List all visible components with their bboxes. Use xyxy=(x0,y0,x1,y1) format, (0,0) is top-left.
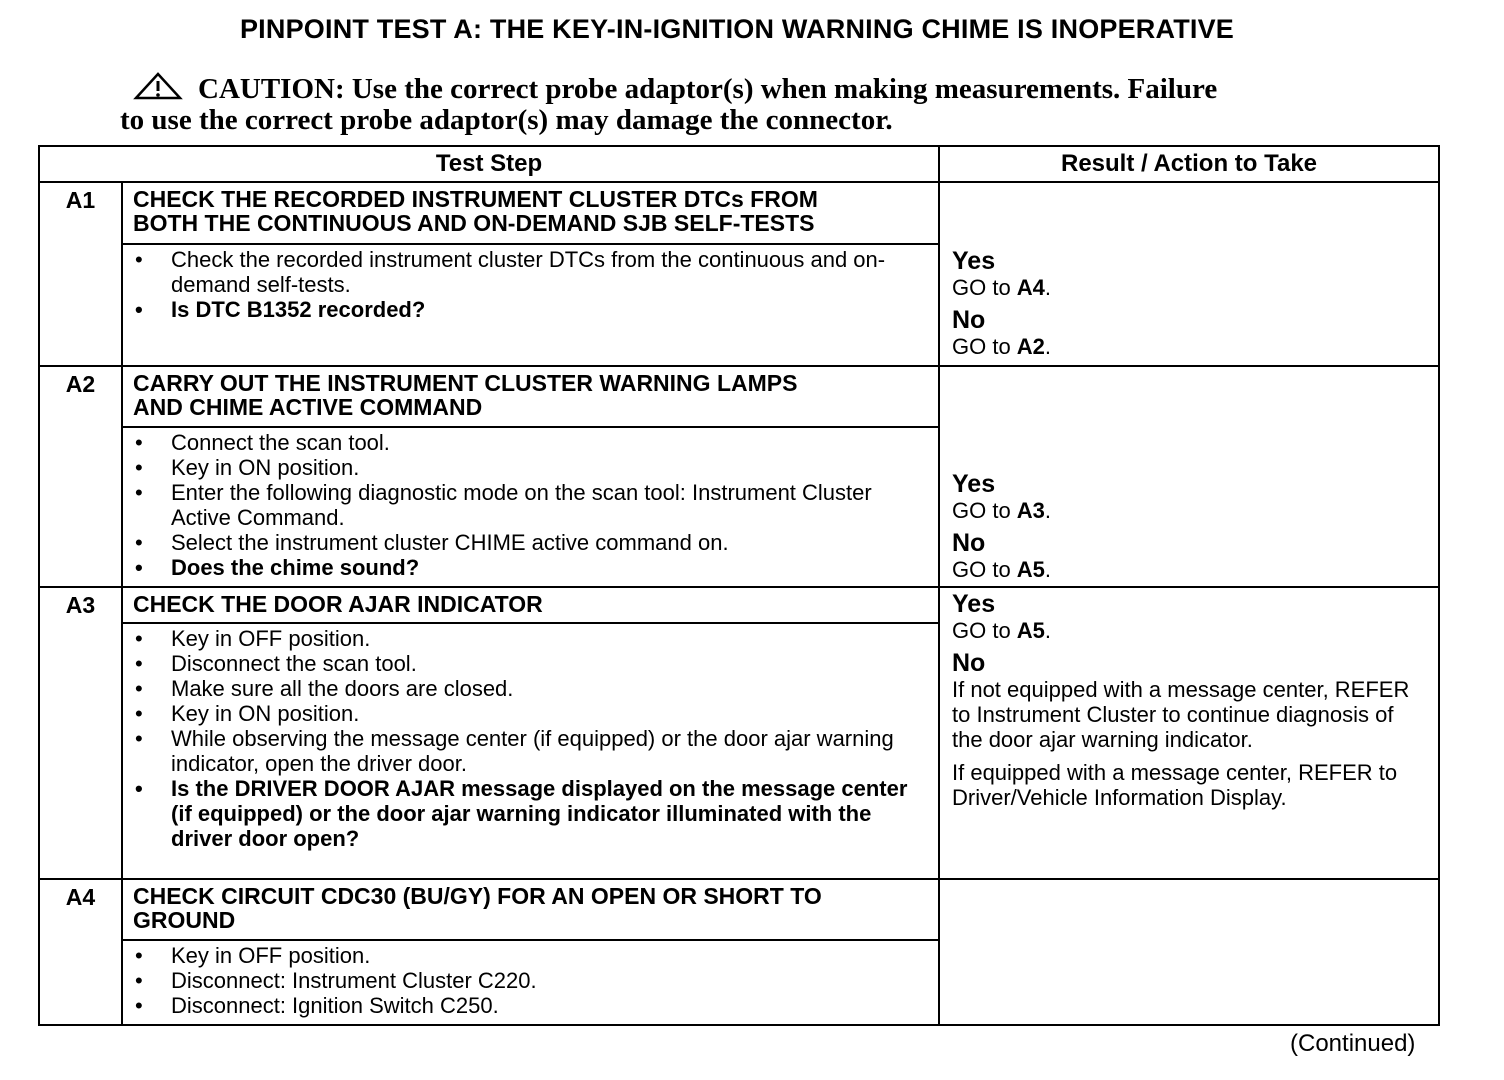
list-item: • Enter the following diagnostic mode on the scan tool: Instrument Cluster Active Command. xyxy=(133,480,928,530)
step-question: • Is the DRIVER DOOR AJAR message displayed on the message center (if equipped) or the door ajar warning indicator illuminated with the driver door open? xyxy=(133,776,928,851)
pinpoint-test-table xyxy=(38,145,1440,1026)
step-question: • Is DTC B1352 recorded? xyxy=(133,297,928,322)
list-item: • Key in ON position. xyxy=(133,455,928,480)
goto-target: A4 xyxy=(1016,275,1045,300)
step-question: • Does the chime sound? xyxy=(133,555,928,580)
col-test-step: Test Step xyxy=(39,146,939,182)
step-result xyxy=(939,879,1439,1025)
goto-prefix: GO to xyxy=(952,618,1017,643)
step-a3-heading-row xyxy=(39,587,1439,623)
step-heading-line: BOTH THE CONTINUOUS AND ON-DEMAND SJB SELF-TESTS xyxy=(133,210,815,236)
step-a1-heading-row xyxy=(39,182,1439,244)
list-item: • Disconnect: Instrument Cluster C220. xyxy=(133,968,928,993)
list-item: • Key in ON position. xyxy=(133,701,928,726)
list-item: • While observing the message center (if equipped) or the door ajar warning indicator, open the driver door. xyxy=(133,726,928,776)
step-heading-line: CHECK THE RECORDED INSTRUMENT CLUSTER DTCs FROM xyxy=(133,186,818,212)
step-result xyxy=(939,587,1439,879)
list-item: • Key in OFF position. xyxy=(133,626,928,651)
goto-target: A3 xyxy=(1016,498,1045,523)
result-no-text: If not equipped with a message center, REFER to Instrument Cluster to continue diagnosis of the door ajar warning indicator. xyxy=(952,677,1410,752)
warning-triangle-icon xyxy=(132,72,184,100)
table-header-row xyxy=(39,146,1439,182)
result-no-action: GO to A2. xyxy=(952,334,1052,359)
step-instructions xyxy=(122,244,939,366)
goto-prefix: GO to xyxy=(952,334,1017,359)
result-no-text: If equipped with a message center, REFER to Driver/Vehicle Information Display. xyxy=(952,760,1398,810)
goto-prefix: GO to xyxy=(952,557,1017,582)
list-item: • Connect the scan tool. xyxy=(133,430,928,455)
step-id: A3 xyxy=(39,587,122,879)
result-yes-label: Yes xyxy=(952,247,996,275)
list-item: • Check the recorded instrument cluster DTCs from the continuous and on-demand self-tests. xyxy=(133,247,928,297)
list-item: • Make sure all the doors are closed. xyxy=(133,676,928,701)
page-title: PINPOINT TEST A: THE KEY-IN-IGNITION WARNING CHIME IS INOPERATIVE xyxy=(239,14,1235,44)
step-heading-line: CARRY OUT THE INSTRUMENT CLUSTER WARNING LAMPS xyxy=(133,370,798,396)
step-heading xyxy=(122,587,939,623)
continued-label: (Continued) xyxy=(1290,1030,1416,1057)
goto-target: A2 xyxy=(1016,334,1045,359)
result-yes-action: GO to A4. xyxy=(952,275,1052,300)
caution-line-2: to use the correct probe adaptor(s) may damage the connector. xyxy=(120,104,893,136)
list-item: • Disconnect the scan tool. xyxy=(133,651,928,676)
step-id: A4 xyxy=(39,879,122,1025)
step-heading xyxy=(122,879,939,940)
step-id: A2 xyxy=(39,366,122,587)
step-result xyxy=(939,182,1439,366)
result-no-label: No xyxy=(952,529,986,557)
caution-line-1: CAUTION: Use the correct probe adaptor(s) when making measurements. Failure xyxy=(198,73,1218,105)
result-no-action: GO to A5. xyxy=(952,557,1052,582)
result-no-label: No xyxy=(952,306,986,334)
step-id: A1 xyxy=(39,182,122,366)
caution-note xyxy=(120,74,1320,136)
step-instructions xyxy=(122,427,939,587)
step-heading-line: AND CHIME ACTIVE COMMAND xyxy=(133,394,483,420)
step-result xyxy=(939,366,1439,587)
step-heading-line: CHECK CIRCUIT CDC30 (BU/GY) FOR AN OPEN OR SHORT TO xyxy=(133,883,822,909)
step-heading xyxy=(122,182,939,244)
step-a4-heading-row xyxy=(39,879,1439,940)
step-instructions xyxy=(122,623,939,879)
goto-prefix: GO to xyxy=(952,275,1017,300)
list-item: • Disconnect: Ignition Switch C250. xyxy=(133,993,928,1018)
step-heading-line: CHECK THE DOOR AJAR INDICATOR xyxy=(133,591,543,617)
result-yes-action: GO to A3. xyxy=(952,498,1052,523)
result-yes-action: GO to A5. xyxy=(952,618,1052,643)
step-heading xyxy=(122,366,939,427)
step-a2-heading-row xyxy=(39,366,1439,427)
step-heading-line: GROUND xyxy=(133,907,236,933)
goto-target: A5 xyxy=(1016,557,1045,582)
result-yes-label: Yes xyxy=(952,470,996,498)
result-yes-label: Yes xyxy=(952,590,996,618)
goto-target: A5 xyxy=(1016,618,1045,643)
step-instructions xyxy=(122,940,939,1025)
goto-prefix: GO to xyxy=(952,498,1017,523)
col-result: Result / Action to Take xyxy=(939,146,1439,182)
list-item: • Select the instrument cluster CHIME active command on. xyxy=(133,530,928,555)
list-item: • Key in OFF position. xyxy=(133,943,928,968)
result-no-label: No xyxy=(952,649,986,677)
